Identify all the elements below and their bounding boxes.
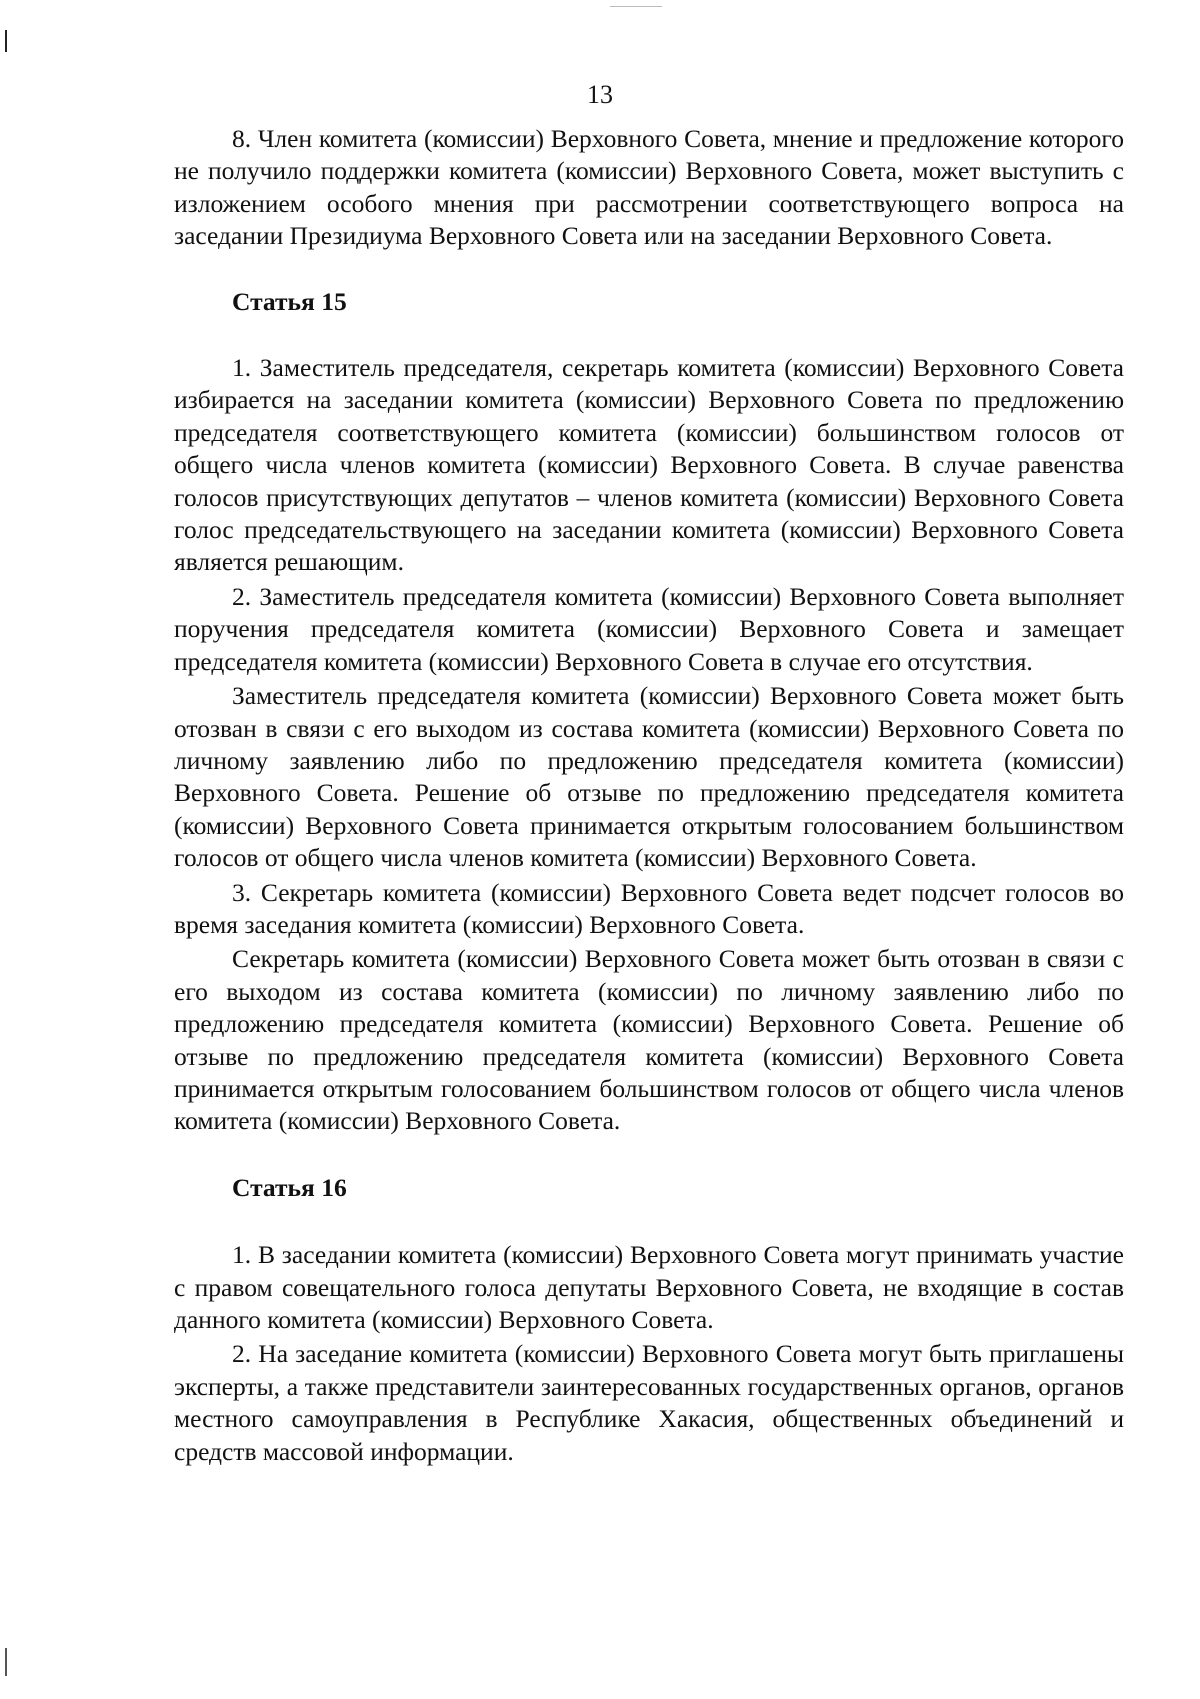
paragraph-article16-item1: 1. В заседании комитета (комиссии) Верховного Совета могут принимать участие с правом совещательного голоса депутаты Верховного Совета, не входящие в состав данного комитета (комиссии) Верховного Совета.: [174, 1240, 1124, 1334]
paragraph-article16-item2: 2. На заседание комитета (комиссии) Верховного Совета могут быть приглашены эксперты, а также представители заинтересованных государственных органов, органов местного самоуправления в Республике Хакасия, общественных объединений и средств массовой информации.: [174, 1339, 1124, 1466]
scan-edge-mark-bottom: [5, 1648, 7, 1676]
scan-top-mark: [610, 6, 662, 7]
paragraph-article15-item2: 2. Заместитель председателя комитета (комиссии) Верховного Совета выполняет поручения председателя комитета (комиссии) Верховного Совета и замещает председателя комитета (комиссии) Верховного Совета в случае его отсутствия.: [174, 581, 1124, 676]
paragraph-article15-item3: 3. Секретарь комитета (комиссии) Верховного Совета ведет подсчет голосов во время заседания комитета (комиссии) Верховного Совета.: [174, 877, 1124, 939]
paragraph-article15-item3-cont: Секретарь комитета (комиссии) Верховного Совета может быть отозван в связи с его выходом из состава комитета (комиссии) по личному заявлению либо по предложению председателя комитета (комиссии) Верховного Совета. Решение об отзыве по предложению председателя комитета (комиссии) Верховного Совета принимается открытым голосованием большинством голосов от общего числа членов комитета (комиссии) Верховного Совета.: [174, 944, 1124, 1136]
scan-edge-mark: [5, 30, 7, 52]
article-heading-16: Статья 16: [232, 1172, 347, 1202]
page-number: 13: [587, 80, 613, 109]
article-heading-15: Статья 15: [232, 286, 347, 316]
paragraph-article15-item2-cont: Заместитель председателя комитета (комиссии) Верховного Совета может быть отозван в связи с его выходом из состава комитета (комиссии) Верховного Совета по личному заявлению либо по предложению председателя комитета (комиссии) Верховного Совета. Решение об отзыве по предложению председателя комитета (комиссии) Верховного Совета принимается открытым голосованием большинством голосов от общего числа членов комитета (комиссии) Верховного Совета.: [174, 681, 1124, 873]
paragraph-article15-item1: 1. Заместитель председателя, секретарь комитета (комиссии) Верховного Совета избирается на заседании комитета (комиссии) Верховного Совета по предложению председателя соответствующего комитета (комиссии) большинством голосов от общего числа членов комитета (комиссии) Верховного Совета. В случае равенства голосов присутствующих депутатов – членов комитета (комиссии) Верховного Совета голос председательствующего на заседании комитета (комиссии) Верховного Совета является решающим.: [174, 353, 1124, 577]
paragraph-article14-item8: 8. Член комитета (комиссии) Верховного Совета, мнение и предложение которого не получило поддержки комитета (комиссии) Верховного Совета, может выступить с изложением особого мнения при рассмотрении соответствующего вопроса на заседании Президиума Верховного Совета или на заседании Верховного Совета.: [174, 124, 1124, 251]
document-body: [174, 123, 1124, 1468]
